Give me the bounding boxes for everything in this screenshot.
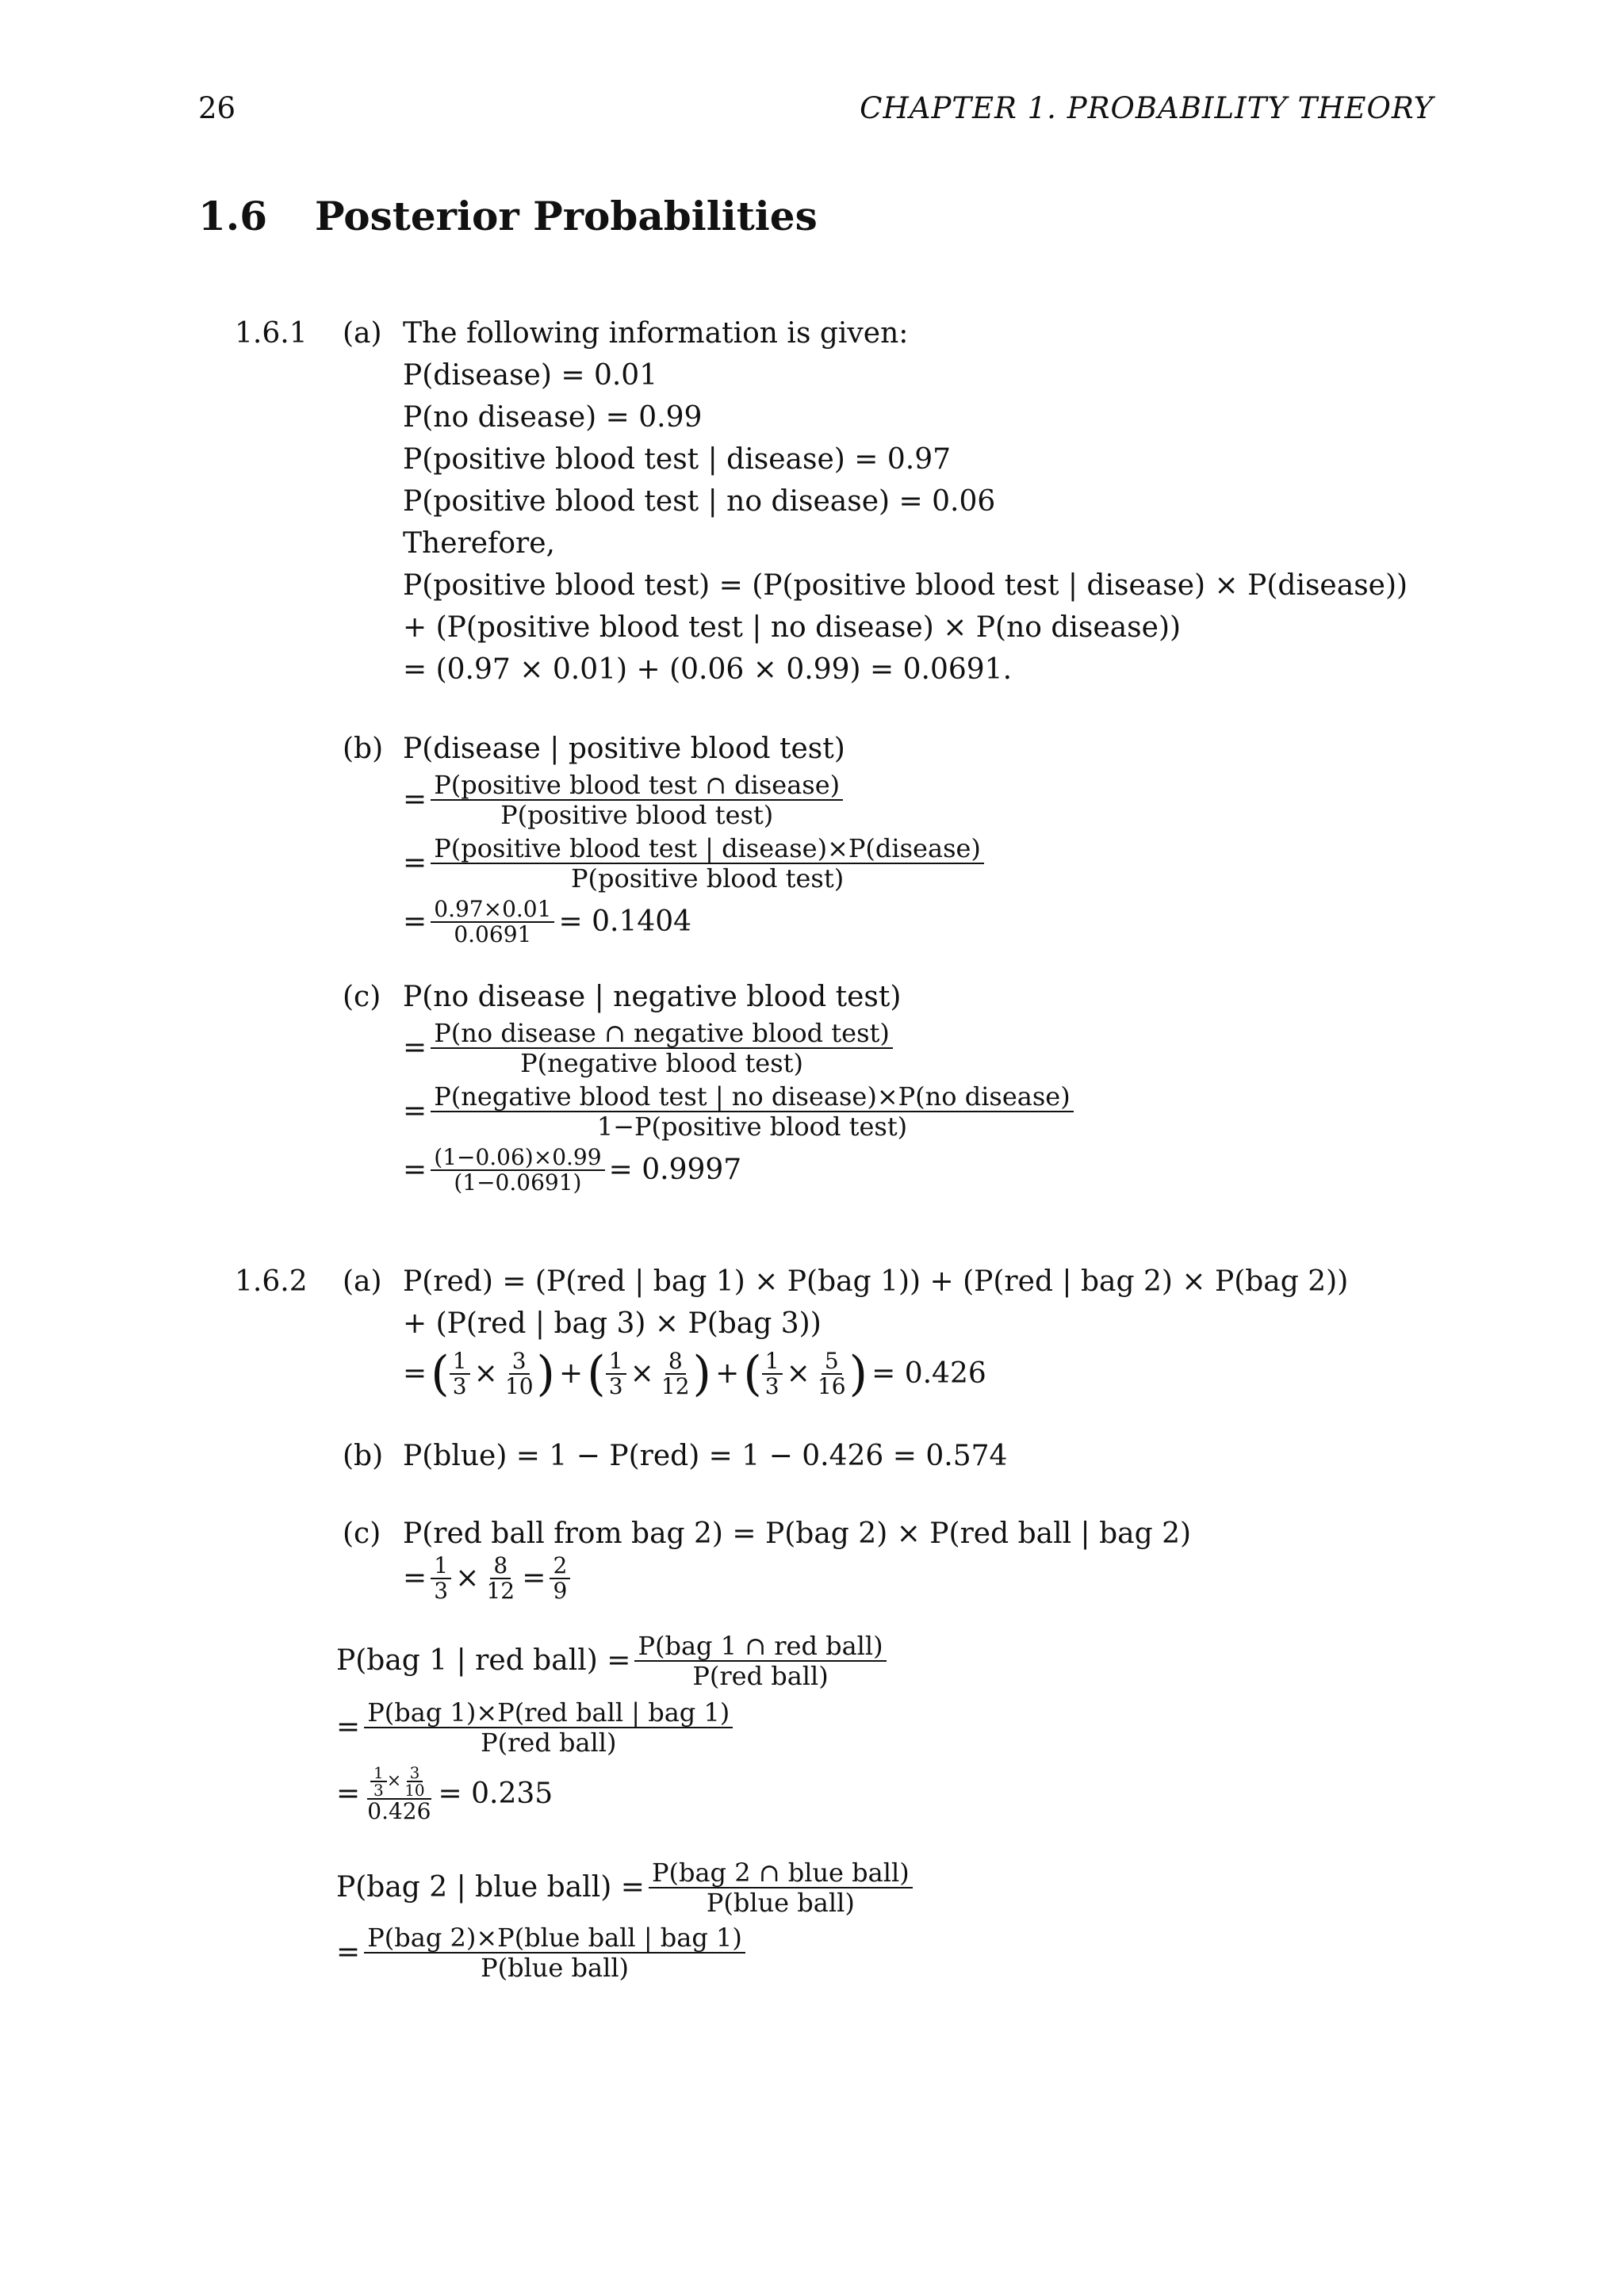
fraction: $\frac{1}{3}$ × $\frac{3}{10}$ 0.426 — [367, 1763, 431, 1824]
given-line: P(disease) = 0.01 — [403, 359, 658, 392]
part-label: (c) — [343, 1517, 381, 1550]
fraction-line: = $\frac{1}{3}$ × $\frac{8}{12}$ = $\frac{2}{9}$ — [403, 1554, 570, 1603]
result: = 0.235 — [438, 1777, 553, 1810]
fraction — [431, 834, 984, 893]
fraction-line: = $\frac{\text{P(bag 2)×P(blue ball | bag 1)}}{\text{P(blue ball)}}$ — [336, 1923, 745, 1982]
fraction-line: = $\frac{(1-0.06)\times 0.99}{(1-0.0691)}$ = 0.9997 — [403, 1144, 742, 1196]
denominator: P(positive blood test) — [571, 863, 845, 894]
fraction: $\frac{\text{P(bag 1)×P(red ball | bag 1)}}{\text{P(red ball)}}$ — [364, 1698, 733, 1757]
numerator: P(positive blood test | disease)×P(disease) — [431, 834, 984, 864]
equation-lhs: P(bag 1 | red ball) = — [336, 1644, 631, 1677]
fraction: $\frac{1}{3}$ — [606, 1349, 626, 1399]
result: = 0.1404 — [558, 905, 692, 938]
page-number: 26 — [198, 91, 236, 125]
denominator: (1−0.0691) — [454, 1169, 582, 1196]
numerator: (1−0.06)×0.99 — [431, 1146, 604, 1171]
fraction-line: = $\frac{\text{P(positive blood test | disease)×P(disease)}}{\text{P(positive blood test)}}$ — [403, 834, 984, 893]
equation-line: P(positive blood test) = (P(positive blood test | disease) × P(disease)) — [403, 569, 1408, 602]
fraction: $\frac{\text{P(bag 1 ∩ red ball)}}{\text{P(red ball)}}$ — [634, 1632, 886, 1690]
fraction: $\frac{1}{3}$ — [431, 1554, 451, 1603]
fraction-line — [336, 1632, 887, 1690]
fraction: $\frac{\text{P(bag 2)×P(blue ball | bag 1)}}{\text{P(blue ball)}}$ — [364, 1923, 745, 1982]
fraction-line: = $\frac{\text{P(no disease ∩ negative blood test)}}{\text{P(negative blood test)}}$ — [403, 1019, 893, 1077]
fraction-line: = ( $\frac{1}{3}$ × $\frac{3}{10}$ ) + ( $\frac{1}{3}$ × $\frac{8}{12}$ ) + ( $\frac{1}{3}$ × $\frac{5}{16}$ ) = 0.426 — [403, 1346, 986, 1402]
equation-line: = (0.97 × 0.01) + (0.06 × 0.99) = 0.0691. — [403, 653, 1013, 686]
exercise-number: 1.6.1 — [235, 317, 308, 350]
given-intro: The following information is given: — [403, 317, 909, 350]
given-line: P(no disease) = 0.99 — [403, 401, 703, 434]
fraction-line — [336, 1858, 913, 1917]
fraction: $\frac{1}{3}$ — [450, 1349, 470, 1399]
fraction: $\frac{\text{P(bag 2 ∩ blue ball)}}{\text{P(blue ball)}}$ — [649, 1858, 913, 1917]
fraction — [431, 1146, 604, 1195]
part-label: (b) — [343, 1440, 384, 1472]
fraction-line: = $\frac{\text{P(negative blood test | no disease)×P(no disease)}}{\text{1−P(positive blood test)}}$ — [403, 1082, 1074, 1141]
numerator: 0.97×0.01 — [431, 897, 554, 923]
part-label: (a) — [343, 1265, 382, 1298]
fraction — [431, 1082, 1073, 1141]
running-head: CHAPTER 1. PROBABILITY THEORY — [860, 91, 1434, 125]
part-label: (c) — [343, 981, 381, 1013]
result: = 0.426 — [871, 1357, 986, 1390]
section-title-text: Posterior Probabilities — [315, 193, 818, 239]
denominator: 0.0691 — [454, 921, 532, 947]
equation-line: + (P(positive blood test | no disease) × P(no disease)) — [403, 611, 1182, 644]
equation-line: P(disease | positive blood test) — [403, 733, 845, 765]
given-line: P(positive blood test | disease) = 0.97 — [403, 443, 951, 476]
part-label: (b) — [343, 733, 384, 765]
fraction — [431, 1019, 893, 1077]
numerator: P(negative blood test | no disease)×P(no disease) — [431, 1082, 1073, 1112]
fraction: $\frac{1}{3}$ — [762, 1349, 783, 1399]
fraction-line: = $\frac{\text{P(bag 1)×P(red ball | bag 1)}}{\text{P(red ball)}}$ — [336, 1698, 733, 1757]
fraction: $\frac{3}{10}$ — [504, 1348, 534, 1399]
fraction: $\frac{8}{12}$ — [661, 1348, 690, 1399]
denominator: P(negative blood test) — [520, 1048, 803, 1078]
fraction: $\frac{5}{16}$ — [817, 1348, 846, 1399]
result: = 0.9997 — [608, 1154, 742, 1186]
section-title — [198, 189, 818, 244]
part-label: (a) — [343, 317, 382, 350]
fraction — [431, 897, 554, 947]
equation-line: + (P(red | bag 3) × P(bag 3)) — [403, 1307, 822, 1340]
given-line: P(positive blood test | no disease) = 0.06 — [403, 485, 996, 518]
denominator: 1−P(positive blood test) — [596, 1112, 908, 1142]
denominator: P(positive blood test) — [500, 800, 774, 830]
equation-lhs: P(bag 2 | blue ball) = — [336, 1871, 645, 1904]
numerator: P(no disease ∩ negative blood test) — [431, 1019, 893, 1049]
fraction — [431, 771, 843, 829]
fraction: $\frac{8}{12}$ — [486, 1552, 515, 1604]
numerator: P(positive blood test ∩ disease) — [431, 771, 843, 801]
fraction: $\frac{2}{9}$ — [550, 1554, 570, 1603]
exercise-number: 1.6.2 — [235, 1265, 308, 1298]
equation-line: P(no disease | negative blood test) — [403, 981, 902, 1013]
fraction-line: = $\frac{0.97\times 0.01}{0.0691}$ = 0.1404 — [403, 896, 692, 947]
equation-line: P(blue) = 1 − P(red) = 1 − 0.426 = 0.574 — [403, 1440, 1008, 1472]
equation-line: P(red) = (P(red | bag 1) × P(bag 1)) + (P(red | bag 2) × P(bag 2)) — [403, 1265, 1349, 1298]
fraction-line: = $\frac{\text{P(positive blood test ∩ disease)}}{\text{P(positive blood test)}}$ — [403, 771, 843, 829]
therefore-text: Therefore, — [403, 527, 555, 560]
section-number: 1.6 — [198, 193, 267, 239]
fraction-line: = $\frac{1}{3}$ × $\frac{3}{10}$ 0.426 = 0.235 — [336, 1763, 553, 1824]
equation-line: P(red ball from bag 2) = P(bag 2) × P(red ball | bag 2) — [403, 1517, 1192, 1550]
